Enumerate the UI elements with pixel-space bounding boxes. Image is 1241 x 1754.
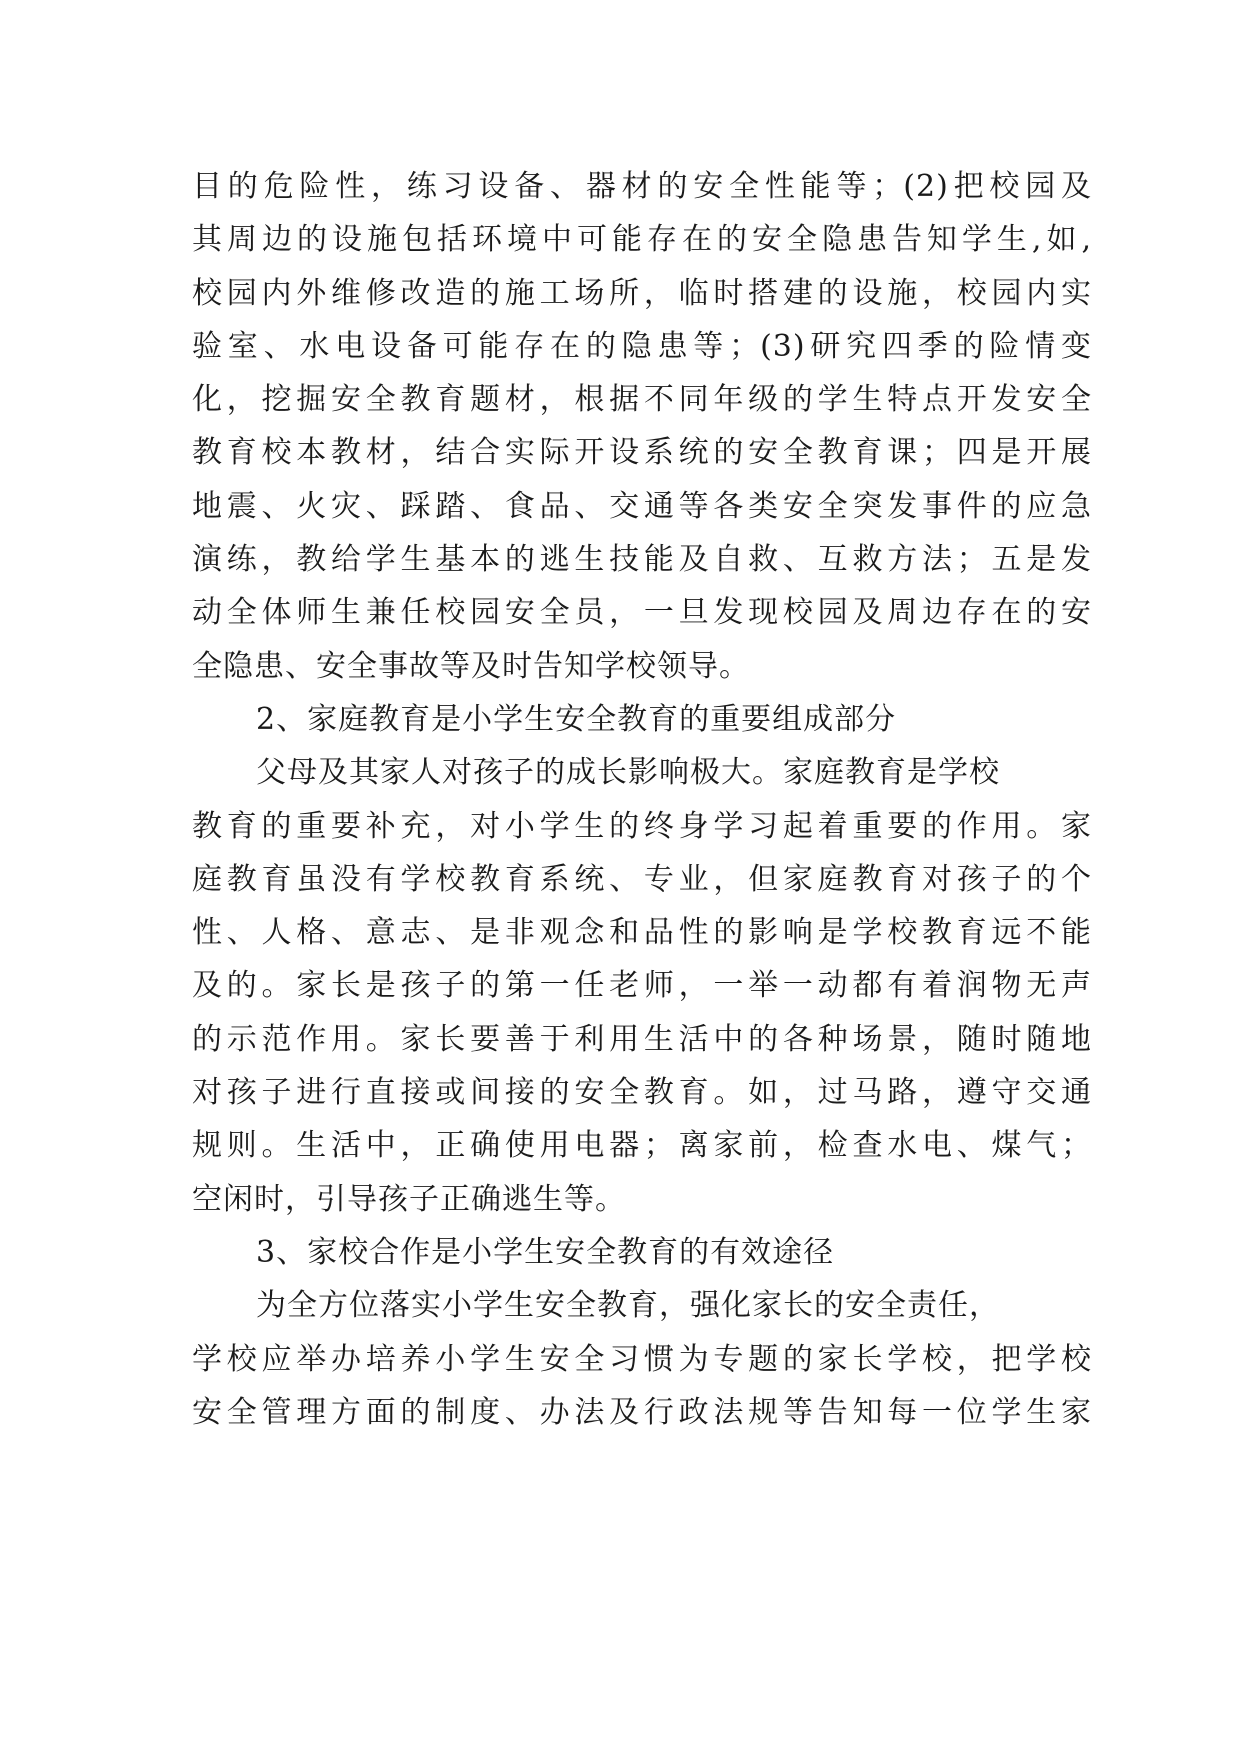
text-line: 父母及其家人对孩子的成长影响极大。家庭教育是学校 (256, 755, 1000, 791)
section-heading: 2、家庭教育是小学生安全教育的重要组成部分 (256, 701, 897, 737)
text-line: 目的危险性，练习设备、器材的安全性能等；(2)把校园及 (192, 169, 1092, 204)
text-line: 性、人格、意志、是非观念和品性的影响是学校教育远不能 (192, 915, 1092, 951)
text-line: 地震、火灾、踩踏、食品、交通等各类安全突发事件的应急 (192, 488, 1092, 524)
text-line: 及的。家长是孩子的第一任老师，一举一动都有着润物无声 (192, 968, 1092, 1004)
text-line: 教育的重要补充，对小学生的终身学习起着重要的作用。家 (192, 808, 1092, 844)
text-line: 化，挖掘安全教育题材，根据不同年级的学生特点开发安全 (192, 382, 1092, 418)
text-line: 空闲时，引导孩子正确逃生等。 (192, 1181, 626, 1217)
text-line: 演练，教给学生基本的逃生技能及自救、互救方法；五是发 (192, 542, 1092, 578)
text-line: 动全体师生兼任校园安全员，一旦发现校园及周边存在的安 (192, 595, 1092, 631)
text-line: 教育校本教材，结合实际开设系统的安全教育课；四是开展 (192, 435, 1092, 471)
text-line: 验室、水电设备可能存在的隐患等；(3)研究四季的险情变 (192, 328, 1092, 364)
text-line: 庭教育虽没有学校教育系统、专业，但家庭教育对孩子的个 (192, 861, 1092, 897)
text-line: 校园内外维修改造的施工场所，临时搭建的设施，校园内实 (192, 275, 1092, 311)
text-line: 安全管理方面的制度、办法及行政法规等告知每一位学生家 (192, 1394, 1092, 1430)
text-line: 规则。生活中，正确使用电器；离家前，检查水电、煤气； (192, 1128, 1092, 1164)
text-line: 的示范作用。家长要善于利用生活中的各种场景，随时随地 (192, 1021, 1092, 1057)
text-line: 其周边的设施包括环境中可能存在的安全隐患告知学生,如, (192, 222, 1092, 258)
section-heading: 3、家校合作是小学生安全教育的有效途径 (256, 1234, 835, 1270)
text-line: 为全方位落实小学生安全教育，强化家长的安全责任， (256, 1288, 1000, 1324)
text-line: 全隐患、安全事故等及时告知学校领导。 (192, 648, 750, 684)
document-body (192, 160, 1092, 1439)
text-line: 学校应举办培养小学生安全习惯为专题的家长学校，把学校 (192, 1341, 1092, 1377)
text-line: 对孩子进行直接或间接的安全教育。如，过马路，遵守交通 (192, 1075, 1092, 1111)
